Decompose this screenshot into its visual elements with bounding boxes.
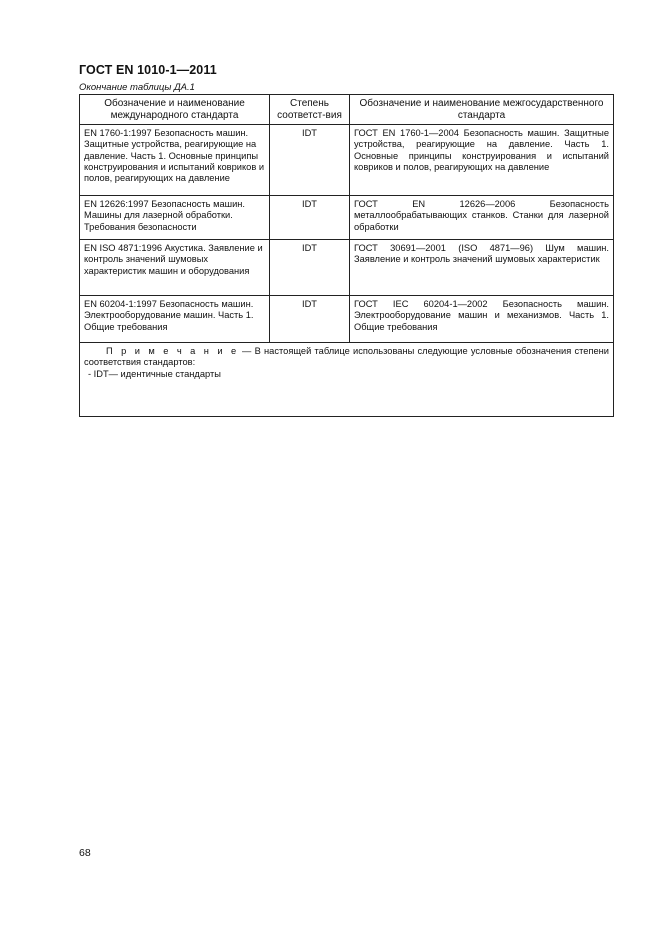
degree-cell: IDT xyxy=(270,240,350,296)
interstate-standard-cell: ГОСТ EN 12626—2006 Безопасность металлообрабатывающих станков. Станки для лазерной обработки xyxy=(350,196,614,240)
page-number: 68 xyxy=(79,847,91,859)
interstate-standard-cell: ГОСТ IEC 60204-1—2002 Безопасность машин. Электрооборудование машин и механизмов. Часть 1. Общие требования xyxy=(350,296,614,343)
standards-table xyxy=(79,94,614,417)
column-header-international: Обозначение и наименование международного стандарта xyxy=(80,95,270,125)
international-standard-cell: EN 60204-1:1997 Безопасность машин. Электрооборудование машин. Часть 1. Общие требования xyxy=(80,296,270,343)
table-note-row xyxy=(80,343,614,417)
international-standard-cell: EN 12626:1997 Безопасность машин. Машины для лазерной обработки. Требования безопасности xyxy=(80,196,270,240)
table-row xyxy=(80,125,614,196)
table-row xyxy=(80,296,614,343)
column-header-degree: Степень соответст-вия xyxy=(270,95,350,125)
interstate-standard-cell: ГОСТ 30691—2001 (ISO 4871—96) Шум машин. Заявление и контроль значений шумовых характеристик xyxy=(350,240,614,296)
note-label: П р и м е ч а н и е xyxy=(106,346,239,356)
international-standard-cell: EN 1760-1:1997 Безопасность машин. Защитные устройства, реагирующие на давление. Часть 1. Основные принципы конструирования и испытаний ковриков и полов, реагирующих на давление xyxy=(80,125,270,196)
international-standard-cell: EN ISO 4871:1996 Акустика. Заявление и контроль значений шумовых характеристик машин и оборудования xyxy=(80,240,270,296)
degree-cell: IDT xyxy=(270,125,350,196)
table-caption: Окончание таблицы ДА.1 xyxy=(79,82,195,93)
document-title: ГОСТ EN 1010-1—2011 xyxy=(79,63,217,77)
table-row xyxy=(80,196,614,240)
note-text: — В настоящей таблице использованы следующие условные обозначения степени соответствия стандартов: xyxy=(84,346,609,368)
note-list-item: - IDT— идентичные стандарты xyxy=(88,368,221,379)
interstate-standard-cell: ГОСТ EN 1760-1—2004 Безопасность машин. Защитные устройства, реагирующие на давление. Часть 1. Основные принципы конструирования и испытаний ковриков и полов, реагирующих на давление xyxy=(350,125,614,196)
table-row xyxy=(80,240,614,296)
table-header-row xyxy=(80,95,614,125)
note-paragraph xyxy=(84,346,609,369)
degree-cell: IDT xyxy=(270,296,350,343)
column-header-interstate: Обозначение и наименование межгосударственного стандарта xyxy=(350,95,614,125)
table-note xyxy=(80,343,614,417)
degree-cell: IDT xyxy=(270,196,350,240)
